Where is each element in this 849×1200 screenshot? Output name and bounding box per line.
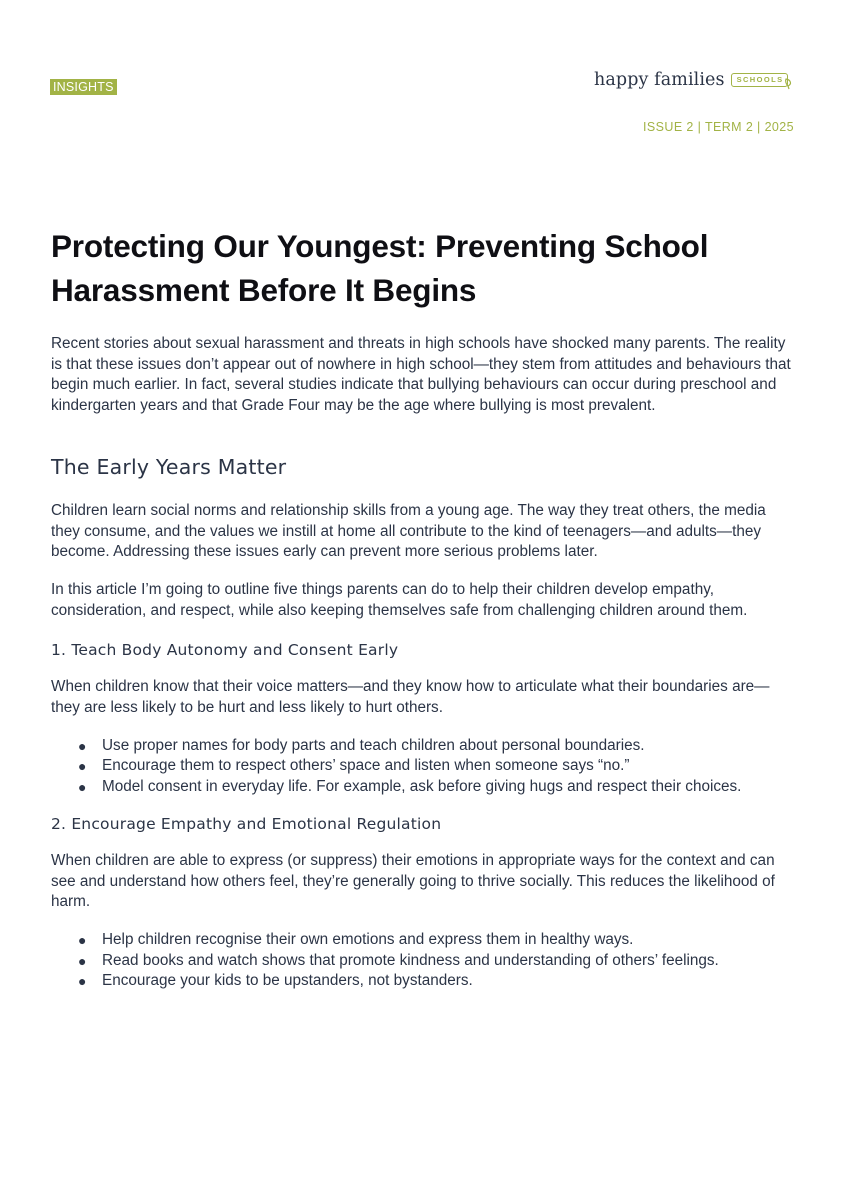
bullet: ● <box>78 737 87 754</box>
issue-info: ISSUE 2 | TERM 2 | 2025 <box>643 120 794 134</box>
body-autonomy-paragraph: When children know that their voice matters—and they know how to articulate what their boundaries are—they are less likely to be hurt and less likely to hurt others. <box>51 678 770 717</box>
list-item: ● Use proper names for body parts and teach children about personal boundaries. <box>51 736 796 757</box>
list-item: ● Encourage your kids to be upstanders, not bystanders. <box>51 971 796 992</box>
brand-tag <box>731 73 789 87</box>
body-autonomy-list <box>51 736 796 798</box>
article <box>51 224 796 992</box>
section-paragraph-1: Children learn social norms and relationship skills from a young age. The way they treat others, the media they consume, and the values we instill at home all contribute to the kind of teenagers—and adults—they become. Addressing these issues early can prevent more serious problems later. <box>51 501 766 561</box>
intro-paragraph: Recent stories about sexual harassment and threats in high schools have shocked many parents. The reality is that these issues don’t appear out of nowhere in high school—they stem from attitudes and behaviours that begin much earlier. In fact, several studies indicate that bullying behaviours can occur during preschool and kindergarten years and that Grade Four may be the age where bullying is most prevalent. <box>51 335 791 415</box>
list-item: ● Help children recognise their own emotions and express them in healthy ways. <box>51 930 796 951</box>
list-item: ● Read books and watch shows that promote kindness and understanding of others’ feelings. <box>51 951 796 972</box>
bullet: ● <box>78 779 87 796</box>
bullet: ● <box>78 758 87 775</box>
subheading-empathy: 2. Encourage Empathy and Emotional Regulation <box>51 814 442 833</box>
section-paragraph-2: In this article I’m going to outline five things parents can do to help their children develop empathy, consideration, and respect, while also keeping themselves safe from challenging children around them. <box>51 580 748 619</box>
brand-tag-label: SCHOOLS <box>736 75 784 84</box>
subheading-body-autonomy: 1. Teach Body Autonomy and Consent Early <box>51 641 399 660</box>
empathy-paragraph: When children are able to express (or suppress) their emotions in appropriate ways for the context and can see and understand how others feel, they’re generally going to thrive socially. This reduces the likelihood of harm. <box>51 851 775 911</box>
brand-logo <box>594 70 788 90</box>
bullet: ● <box>78 973 87 990</box>
article-title: Protecting Our Youngest: Preventing School Harassment Before It Begins <box>51 228 709 308</box>
bullet: ● <box>78 952 87 969</box>
empathy-list <box>51 930 796 992</box>
bullet: ● <box>78 931 87 948</box>
section-heading: The Early Years Matter <box>51 454 287 479</box>
leaf-icon <box>784 78 793 90</box>
list-item: ● Model consent in everyday life. For example, ask before giving hugs and respect their choices. <box>51 777 796 798</box>
brand-name: happy families <box>594 70 725 90</box>
list-item: ● Encourage them to respect others’ space and listen when someone says “no.” <box>51 756 796 777</box>
insights-badge: INSIGHTS <box>50 79 117 95</box>
